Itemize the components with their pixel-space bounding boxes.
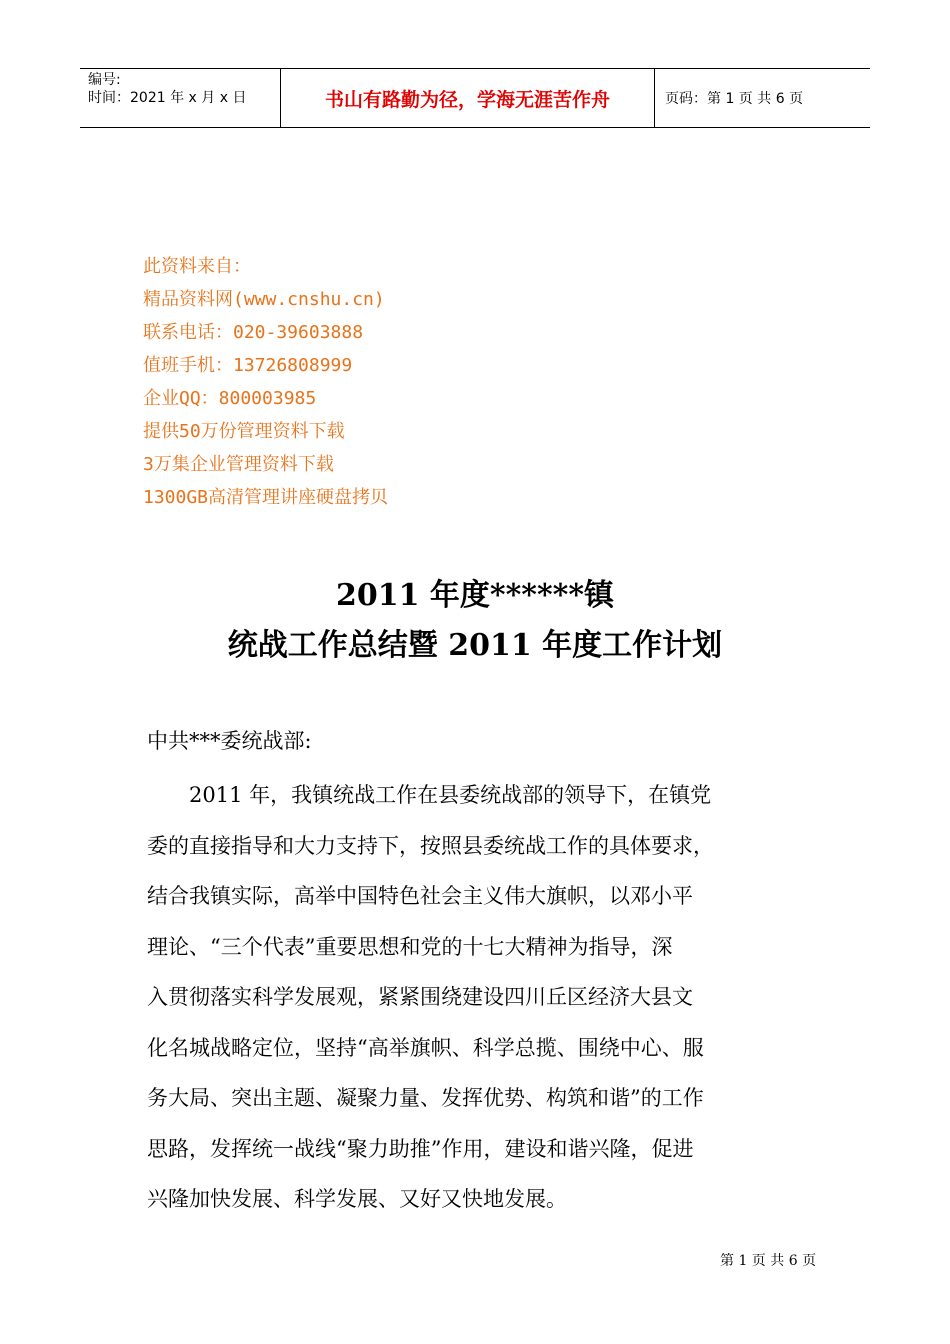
header-motto: 书山有路勤为径，学海无涯苦作舟 bbox=[281, 69, 655, 127]
body-line: 委的直接指导和大力支持下，按照县委统战工作的具体要求， bbox=[147, 833, 714, 858]
source-line: 精品资料网(www.cnshu.cn) bbox=[143, 289, 385, 310]
body-line: 入贯彻落实科学发展观，紧紧围绕建设四川丘区经济大县文 bbox=[147, 985, 693, 1009]
body-line: 思路，发挥统一战线“聚力助推”作用，建设和谐兴隆，促进 bbox=[147, 1136, 694, 1161]
number-label: 编号: bbox=[88, 72, 121, 88]
page-footer: 第 1 页 共 6 页 bbox=[720, 1253, 817, 1269]
header-meta bbox=[80, 69, 281, 127]
body-line: 理论、“三个代表”重要思想和党的十七大精神为指导，深 bbox=[147, 934, 673, 959]
body-paragraph bbox=[147, 770, 812, 1225]
document-title-line1: 2011 年度******镇 bbox=[335, 578, 615, 613]
source-line: 提供50万份管理资料下载 bbox=[143, 421, 345, 442]
salutation: 中共***委统战部: bbox=[147, 729, 312, 753]
source-line: 企业QQ：800003985 bbox=[143, 388, 317, 409]
body-line: 2011 年，我镇统战工作在县委统战部的领导下，在镇党 bbox=[147, 783, 712, 807]
source-line: 3万集企业管理资料下载 bbox=[143, 454, 334, 475]
header-page-info: 页码：第 1 页 共 6 页 bbox=[665, 91, 804, 107]
source-info-block bbox=[143, 250, 388, 514]
body-line: 结合我镇实际，高举中国特色社会主义伟大旗帜，以邓小平 bbox=[147, 884, 693, 908]
body-line: 兴隆加快发展、科学发展、又好又快地发展。 bbox=[147, 1187, 567, 1211]
body-line: 化名城战略定位，坚持“高举旗帜、科学总揽、围绕中心、服 bbox=[147, 1035, 704, 1060]
body-line: 务大局、突出主题、凝聚力量、发挥优势、构筑和谐”的工作 bbox=[147, 1086, 704, 1110]
document-title-line2: 统战工作总结暨 2011 年度工作计划 bbox=[227, 628, 723, 663]
source-line: 联系电话：020-39603888 bbox=[143, 322, 364, 343]
source-line: 此资料来自： bbox=[143, 256, 251, 277]
time-label: 时间：2021 年 x 月 x 日 bbox=[88, 90, 247, 106]
page-header bbox=[80, 68, 870, 128]
source-line: 1300GB高清管理讲座硬盘拷贝 bbox=[143, 487, 389, 508]
source-line: 值班手机：13726808999 bbox=[143, 355, 353, 376]
